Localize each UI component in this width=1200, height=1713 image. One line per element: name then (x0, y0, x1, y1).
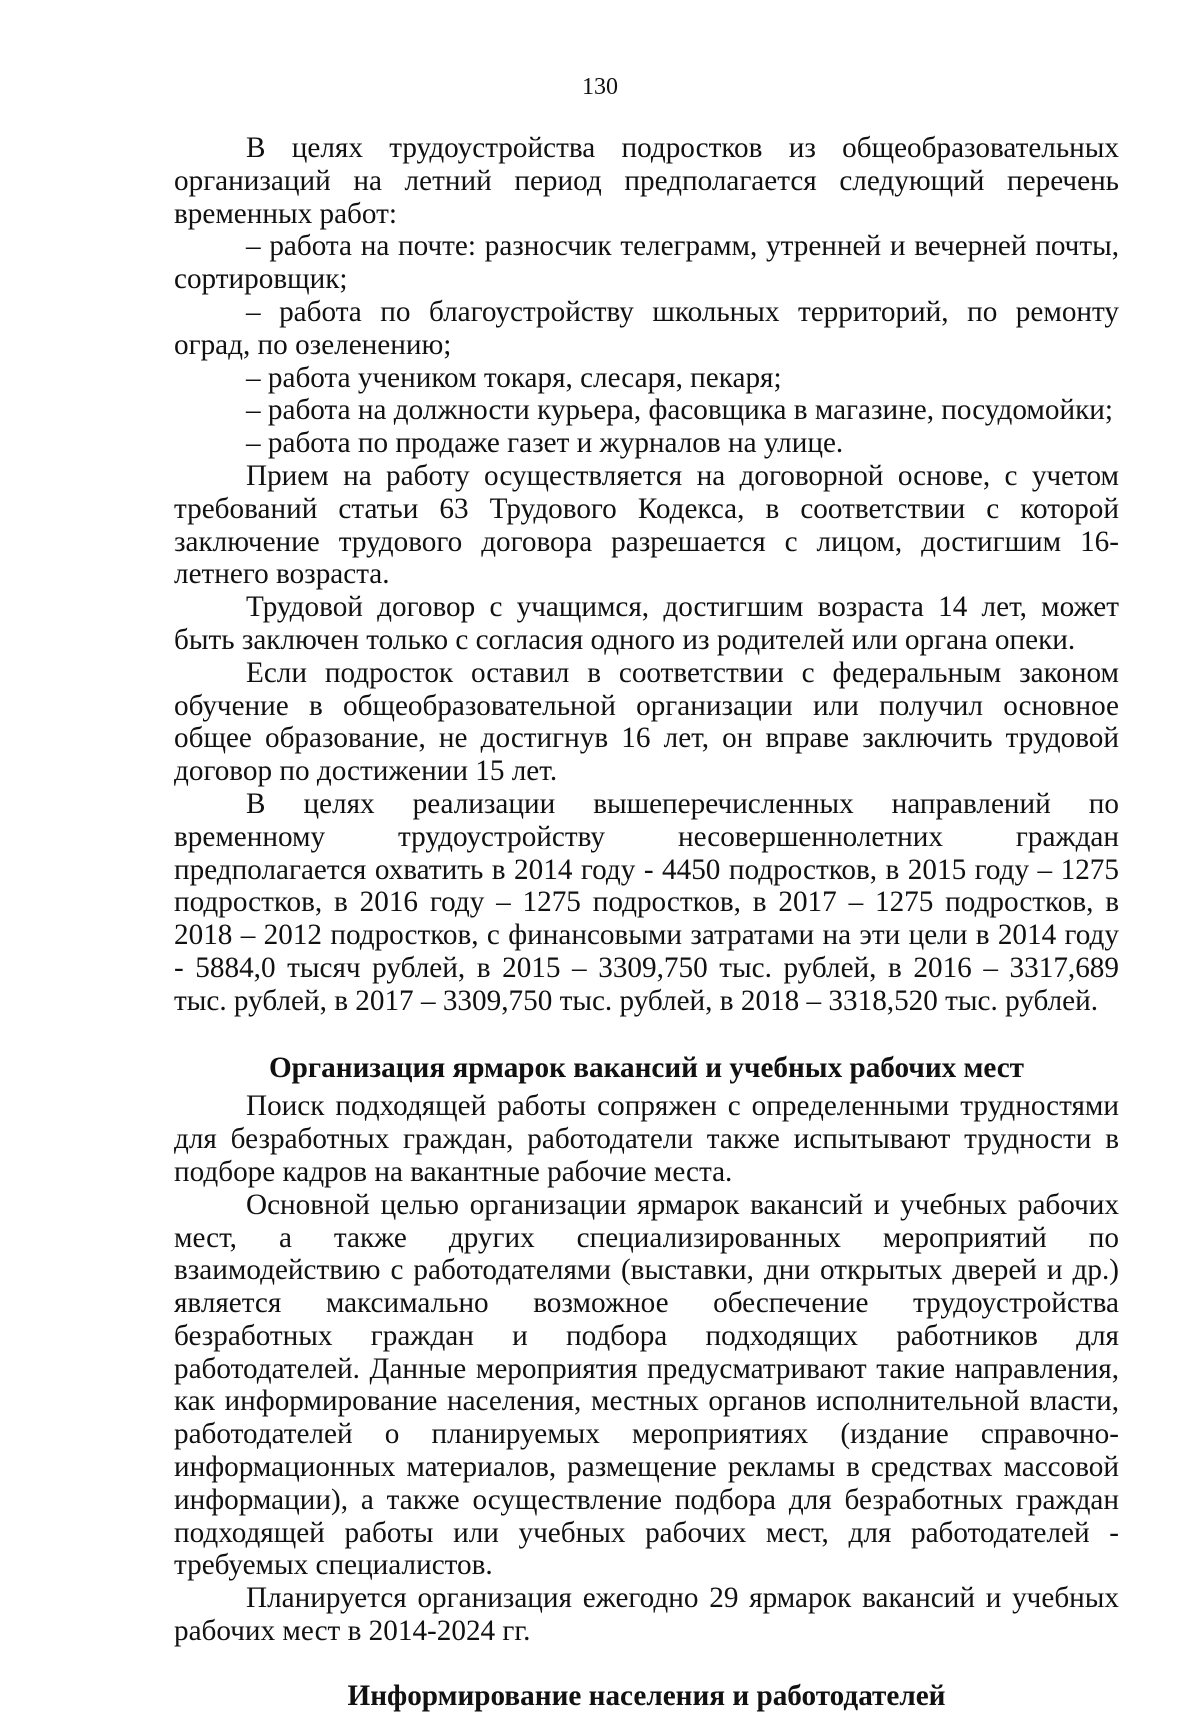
section-heading-informing: Информирование населения и работодателей (347, 1679, 946, 1712)
page-number: 130 (582, 74, 618, 100)
page-content (174, 132, 1119, 1713)
paragraph-targets: В целях реализации вышеперечисленных направлений по временному трудоустройству несовершеннолетних граждан предполагается охватить в 2014 году - 4450 подростков, в 2015 году – 1275 подростков, в 2016 году – 1275 подростков, в 2017 – 1275 подростков, в 2018 – 2012 подростков, с финансовыми затратами на эти цели в 2014 году - 5884,0 тысяч рублей, в 2015 – 3309,750 тыс. рублей, в 2016 – 3317,689 тыс. рублей, в 2017 – 3309,750 тыс. рублей, в 2018 – 3318,520 тыс. рублей. (174, 787, 1119, 1017)
paragraph-job-fair-goal: Основной целью организации ярмарок вакансий и учебных рабочих мест, а также других специализированных мероприятий по взаимодействию с работодателями (выставки, дни открытых дверей и др.) является максимально возможное обеспечение трудоустройства безработных граждан и подбора подходящих работников для работодателей. Данные мероприятия предусматривают такие направления, как информирование населения, местных органов исполнительной власти, работодателей о планируемых мероприятиях (издание справочно-информационных материалов, размещение рекламы в средствах массовой информации), а также осуществление подбора для безработных граждан подходящей работы или учебных рабочих мест, для работодателей - требуемых специалистов. (174, 1188, 1119, 1582)
section-heading-job-fairs: Организация ярмарок вакансий и учебных рабочих мест (268, 1051, 1025, 1084)
list-item-post-office: – работа на почте: разносчик телеграмм, утренней и вечерней почты, сортировщик; (174, 230, 1119, 296)
paragraph-contract-14: Трудовой договор с учащимся, достигшим возраста 14 лет, может быть заключен только с согласия одного из родителей или органа опеки. (174, 591, 1119, 656)
list-item-newspapers: – работа по продаже газет и журналов на улице. (246, 427, 844, 460)
list-item-apprentice: – работа учеником токаря, слесаря, пекаря; (246, 361, 782, 394)
paragraph-job-search: Поиск подходящей работы сопряжен с определенными трудностями для безработных граждан, работодатели также испытывают трудности в подборе кадров на вакантные рабочие места. (174, 1090, 1119, 1188)
list-item-courier: – работа на должности курьера, фасовщика в магазине, посудомойки; (246, 394, 1114, 427)
paragraph-job-fair-plan: Планируется организация ежегодно 29 ярмарок вакансий и учебных рабочих мест в 2014-2024 гг. (174, 1582, 1119, 1648)
paragraph-intro: В целях трудоустройства подростков из общеобразовательных организаций на летний период предполагается следующий перечень временных работ: (174, 132, 1119, 230)
paragraph-contract-15: Если подросток оставил в соответствии с федеральным законом обучение в общеобразовательной организации или получил основное общее образование, не достигнув 16 лет, он вправе заключить трудовой договор по достижении 15 лет. (174, 656, 1119, 788)
list-item-landscaping: – работа по благоустройству школьных территорий, по ремонту оград, по озеленению; (174, 295, 1119, 361)
paragraph-hiring: Прием на работу осуществляется на договорной основе, с учетом требований статьи 63 Трудового Кодекса, в соответствии с которой заключение трудового договора разрешается с лицом, достигшим 16-летнего возраста. (174, 459, 1119, 591)
